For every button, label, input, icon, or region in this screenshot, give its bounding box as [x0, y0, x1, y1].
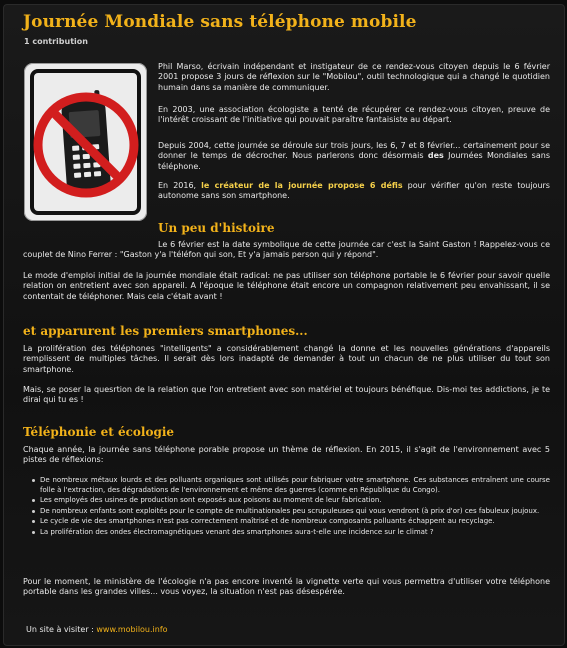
page-title: Journée Mondiale sans téléphone mobile	[23, 12, 417, 32]
history-paragraph-1: Le 6 février est la date symbolique de cette journée car c'est la Saint Gaston ! Rappelez-vous ce couplet de Nino Ferrer : "Gaston y'a l'téléfon qui son, Et y'a jamais person qui y répond".	[23, 240, 550, 260]
intro-paragraph-1: Phil Marso, écrivain indépendant et instigateur de ce rendez-vous citoyen depuis le 6 février 2001 propose 3 jours de réflexion sur le "Mobilou", outil technologique qui a changé le quotidien humain dans sa manière de communiquer.	[158, 62, 550, 92]
intro-paragraph-3: Depuis 2004, cette journée se déroule sur trois jours, les 6, 7 et 8 février... certainement pour se donner le temps de décrocher. Nous parlerons donc désormais des Journées Mondiales sans téléphone.	[158, 141, 550, 171]
section-heading-smartphones: et apparurent les premiers smartphones...	[23, 324, 308, 338]
defis-link[interactable]: le créateur de la journée propose 6 défis	[201, 181, 403, 190]
no-mobile-phone-sign-icon	[24, 63, 147, 221]
intro-paragraph-2: En 2003, une association écologiste a tenté de récupérer ce rendez-vous citoyen, preuve de l'intérêt croissant de l'initiative qui pouvait paraître fantaisiste au départ.	[158, 105, 550, 125]
list-item: De nombreux métaux lourds et des polluants organiques sont utilisés pour fabriquer votre smartphone. Ces substances entraînent une course folle à l'extraction, des dégradations de l'environnement et même des guerres (comme en République du Congo).	[30, 476, 550, 495]
ecology-intro: Chaque année, la journée sans téléphone porable propose un thème de réflexion. En 2015, il s'agit de l'environnement avec 5 pistes de réflexions:	[23, 445, 550, 465]
history-paragraph-2: Le mode d'emploi initial de la journée mondiale était radical: ne pas utiliser son téléphone portable le 6 février pour savoir quelle relation on entretient avec son appareil. A l'époque le téléphone était encore un compagnon relativement peu envahissant, il se contentait de téléphoner. Mais cela c'était avant !	[23, 271, 550, 301]
intro-paragraph-4: En 2016, le créateur de la journée propose 6 défis pour vérifier qu'on reste toujours autonome sans son smartphone.	[158, 181, 550, 201]
contribution-count[interactable]: 1 contribution	[24, 37, 88, 46]
section-heading-history: Un peu d'histoire	[158, 221, 275, 235]
section-heading-ecology: Téléphonie et écologie	[23, 425, 175, 439]
list-item: La prolifération des ondes électromagnétiques venant des smartphones aura-t-elle une incidence sur le climat ?	[30, 528, 550, 538]
smartphones-paragraph-2: Mais, se poser la quesrtion de la relation que l'on entretient avec son matériel et toujours bénéfique. Dis-moi tes addictions, je te dirai qui tu es !	[23, 385, 550, 405]
article-panel	[3, 4, 565, 646]
ecology-outro: Pour le moment, le ministère de l'écologie n'a pas encore inventé la vignette verte qui vous permettra d'utiliser votre téléphone portable dans les grandes villes... vous voyez, la situation n'est pas désespérée.	[23, 577, 550, 597]
smartphones-paragraph-1: La prolifération des téléphones "intelligents" a considérablement changé la donne et les nouvelles générations d'appareils remplissent de multiples tâches. Il serait dès lors inadapté de demander à tout un chacun de ne plus utiliser du tout son smartphone.	[23, 344, 550, 374]
site-to-visit: Un site à visiter : www.mobilou.info	[26, 625, 168, 634]
ecology-bullet-list	[30, 476, 550, 539]
list-item: Le cycle de vie des smartphones n'est pas correctement maîtrisé et de nombreux composants polluants échappent au recyclage.	[30, 517, 550, 527]
list-item: Les employés des usines de production sont exposés aux poisons au moment de leur fabrication.	[30, 496, 550, 506]
mobilou-link[interactable]: www.mobilou.info	[96, 625, 168, 634]
list-item: De nombreux enfants sont exploités pour le compte de multinationales peu scrupuleuses qui vous vendront (à prix d'or) ces fabuleux joujoux.	[30, 507, 550, 517]
